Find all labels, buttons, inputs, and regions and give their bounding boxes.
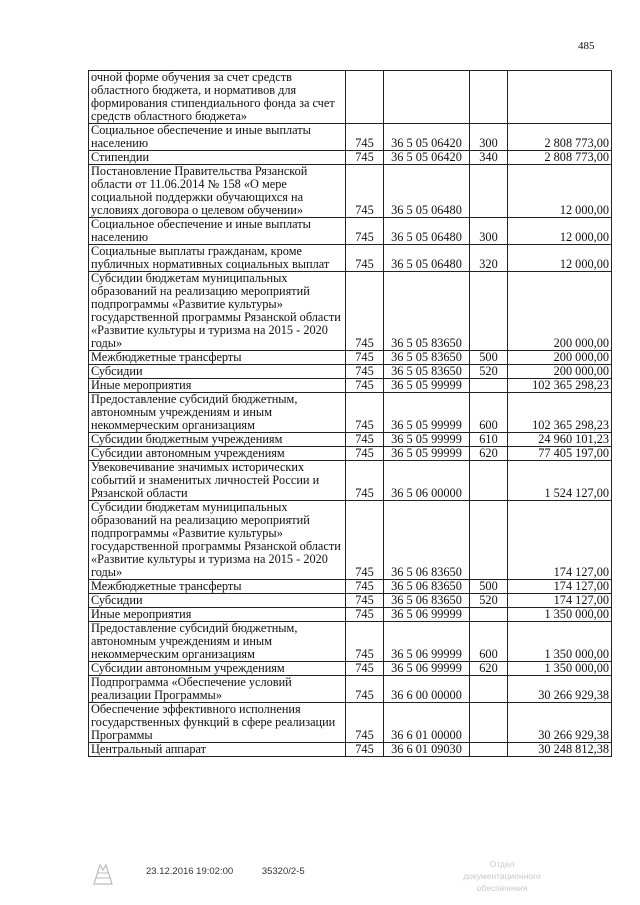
table-row: [89, 71, 612, 124]
table-row: [89, 622, 612, 662]
row-admin-code: 745: [346, 461, 384, 501]
stamp-icon: [90, 862, 116, 886]
row-target-code: 36 5 06 99999: [384, 622, 470, 662]
row-admin-code: 745: [346, 272, 384, 351]
row-admin-code: 745: [346, 743, 384, 757]
row-expense-type: 520: [470, 594, 508, 608]
row-admin-code: 745: [346, 501, 384, 580]
row-name: Субсидии автономным учреждениям: [89, 447, 346, 461]
row-name: Социальное обеспечение и иные выплаты населению: [89, 218, 346, 245]
row-amount: 200 000,00: [508, 351, 612, 365]
row-admin-code: 745: [346, 393, 384, 433]
row-expense-type: [470, 461, 508, 501]
row-target-code: 36 5 05 99999: [384, 379, 470, 393]
row-amount: 30 266 929,38: [508, 676, 612, 703]
row-target-code: 36 5 05 83650: [384, 351, 470, 365]
row-amount: 77 405 197,00: [508, 447, 612, 461]
row-amount: 200 000,00: [508, 272, 612, 351]
table-row: [89, 245, 612, 272]
row-name: Предоставление субсидий бюджетным, автономным учреждениям и иным некоммерческим организациям: [89, 622, 346, 662]
row-amount: [508, 71, 612, 124]
row-expense-type: [470, 743, 508, 757]
row-amount: 12 000,00: [508, 218, 612, 245]
watermark-line: обеспечения: [476, 883, 528, 893]
row-name: Стипендии: [89, 151, 346, 165]
row-admin-code: 745: [346, 365, 384, 379]
row-target-code: 36 5 05 99999: [384, 447, 470, 461]
table-row: [89, 218, 612, 245]
table-row: [89, 461, 612, 501]
row-expense-type: 600: [470, 622, 508, 662]
row-name: Субсидии бюджетным учреждениям: [89, 433, 346, 447]
row-amount: 1 350 000,00: [508, 608, 612, 622]
row-amount: 102 365 298,23: [508, 379, 612, 393]
row-target-code: 36 5 05 83650: [384, 365, 470, 379]
table-row: [89, 662, 612, 676]
row-name: Иные мероприятия: [89, 379, 346, 393]
row-name: очной форме обучения за счет средств областного бюджета, и нормативов для формирования стипендиального фонда за счет средств областного бюджета»: [89, 71, 346, 124]
row-admin-code: 745: [346, 662, 384, 676]
row-expense-type: 620: [470, 662, 508, 676]
row-admin-code: 745: [346, 124, 384, 151]
table-row: [89, 124, 612, 151]
row-admin-code: 745: [346, 245, 384, 272]
row-target-code: 36 6 01 09030: [384, 743, 470, 757]
row-name: Социальное обеспечение и иные выплаты населению: [89, 124, 346, 151]
row-amount: 1 350 000,00: [508, 622, 612, 662]
watermark-line: Отдел документационного: [463, 859, 541, 881]
row-admin-code: 745: [346, 703, 384, 743]
row-amount: 174 127,00: [508, 501, 612, 580]
row-name: Иные мероприятия: [89, 608, 346, 622]
row-name: Субсидии автономным учреждениям: [89, 662, 346, 676]
row-name: Субсидии бюджетам муниципальных образований на реализацию мероприятий подпрограммы «Развитие культуры» государственной программы Рязанской области «Развитие культуры и туризма на 2015 - 2020 годы»: [89, 501, 346, 580]
table-row: [89, 379, 612, 393]
table-row: [89, 594, 612, 608]
row-admin-code: 745: [346, 622, 384, 662]
row-target-code: 36 5 05 06480: [384, 245, 470, 272]
table-row: [89, 501, 612, 580]
row-target-code: 36 5 06 83650: [384, 594, 470, 608]
table-row: [89, 393, 612, 433]
row-admin-code: 745: [346, 351, 384, 365]
table-row: [89, 365, 612, 379]
row-amount: 12 000,00: [508, 165, 612, 218]
table-row: [89, 447, 612, 461]
row-admin-code: 745: [346, 676, 384, 703]
row-amount: 174 127,00: [508, 594, 612, 608]
table-row: [89, 433, 612, 447]
footer-doc-ref: 35320/2-5: [261, 866, 305, 877]
row-expense-type: 620: [470, 447, 508, 461]
row-expense-type: 610: [470, 433, 508, 447]
row-target-code: 36 5 06 83650: [384, 580, 470, 594]
row-target-code: 36 5 06 99999: [384, 608, 470, 622]
row-name: Субсидии бюджетам муниципальных образований на реализацию мероприятий подпрограммы «Развитие культуры» государственной программы Рязанской области «Развитие культуры и туризма на 2015 - 2020 годы»: [89, 272, 346, 351]
table-row: [89, 676, 612, 703]
row-admin-code: 745: [346, 165, 384, 218]
row-amount: 1 350 000,00: [508, 662, 612, 676]
table-row: [89, 272, 612, 351]
table-row: [89, 165, 612, 218]
row-admin-code: 745: [346, 218, 384, 245]
row-expense-type: [470, 71, 508, 124]
row-name: Предоставление субсидий бюджетным, автономным учреждениям и иным некоммерческим организациям: [89, 393, 346, 433]
row-amount: 174 127,00: [508, 580, 612, 594]
row-target-code: 36 6 01 00000: [384, 703, 470, 743]
row-expense-type: [470, 608, 508, 622]
table-row: [89, 743, 612, 757]
budget-table: [88, 70, 612, 757]
row-target-code: 36 5 05 99999: [384, 433, 470, 447]
row-target-code: 36 5 06 83650: [384, 501, 470, 580]
row-expense-type: [470, 703, 508, 743]
row-expense-type: [470, 379, 508, 393]
row-target-code: 36 5 05 83650: [384, 272, 470, 351]
row-target-code: 36 5 05 99999: [384, 393, 470, 433]
row-admin-code: 745: [346, 608, 384, 622]
row-amount: 1 524 127,00: [508, 461, 612, 501]
row-admin-code: 745: [346, 580, 384, 594]
table-row: [89, 703, 612, 743]
row-admin-code: 745: [346, 151, 384, 165]
row-target-code: 36 5 05 06420: [384, 151, 470, 165]
row-target-code: [384, 71, 470, 124]
row-target-code: 36 5 05 06480: [384, 218, 470, 245]
row-target-code: 36 5 06 00000: [384, 461, 470, 501]
row-expense-type: 320: [470, 245, 508, 272]
row-target-code: 36 5 05 06480: [384, 165, 470, 218]
row-expense-type: 600: [470, 393, 508, 433]
row-name: Обеспечение эффективного исполнения государственных функций в сфере реализации Программы: [89, 703, 346, 743]
row-target-code: 36 5 06 99999: [384, 662, 470, 676]
row-name: Субсидии: [89, 594, 346, 608]
row-admin-code: 745: [346, 594, 384, 608]
row-name: Межбюджетные трансферты: [89, 580, 346, 594]
row-expense-type: 520: [470, 365, 508, 379]
footer: [146, 866, 305, 877]
row-target-code: 36 5 05 06420: [384, 124, 470, 151]
row-admin-code: [346, 71, 384, 124]
row-target-code: 36 6 00 00000: [384, 676, 470, 703]
watermark: [452, 858, 552, 894]
table-row: [89, 608, 612, 622]
row-amount: 200 000,00: [508, 365, 612, 379]
row-amount: 24 960 101,23: [508, 433, 612, 447]
row-amount: 2 808 773,00: [508, 124, 612, 151]
table-row: [89, 151, 612, 165]
row-expense-type: 300: [470, 218, 508, 245]
row-expense-type: [470, 676, 508, 703]
row-amount: 102 365 298,23: [508, 393, 612, 433]
row-expense-type: 300: [470, 124, 508, 151]
row-name: Увековечивание значимых исторических событий и знаменитых личностей России и Рязанской области: [89, 461, 346, 501]
table-row: [89, 580, 612, 594]
row-amount: 2 808 773,00: [508, 151, 612, 165]
table-row: [89, 351, 612, 365]
row-expense-type: 500: [470, 580, 508, 594]
footer-timestamp: 23.12.2016 19:02:00: [146, 866, 234, 877]
row-expense-type: 500: [470, 351, 508, 365]
row-name: Постановление Правительства Рязанской области от 11.06.2014 № 158 «О мере социальной поддержки обучающихся на условиях договора о целевом обучении»: [89, 165, 346, 218]
row-amount: 30 266 929,38: [508, 703, 612, 743]
row-expense-type: [470, 272, 508, 351]
row-expense-type: [470, 165, 508, 218]
row-name: Социальные выплаты гражданам, кроме публичных нормативных социальных выплат: [89, 245, 346, 272]
row-name: Межбюджетные трансферты: [89, 351, 346, 365]
row-expense-type: [470, 501, 508, 580]
row-admin-code: 745: [346, 433, 384, 447]
row-admin-code: 745: [346, 379, 384, 393]
row-name: Подпрограмма «Обеспечение условий реализации Программы»: [89, 676, 346, 703]
page-number: 485: [578, 40, 595, 52]
row-name: Субсидии: [89, 365, 346, 379]
row-admin-code: 745: [346, 447, 384, 461]
row-expense-type: 340: [470, 151, 508, 165]
row-name: Центральный аппарат: [89, 743, 346, 757]
row-amount: 30 248 812,38: [508, 743, 612, 757]
row-amount: 12 000,00: [508, 245, 612, 272]
